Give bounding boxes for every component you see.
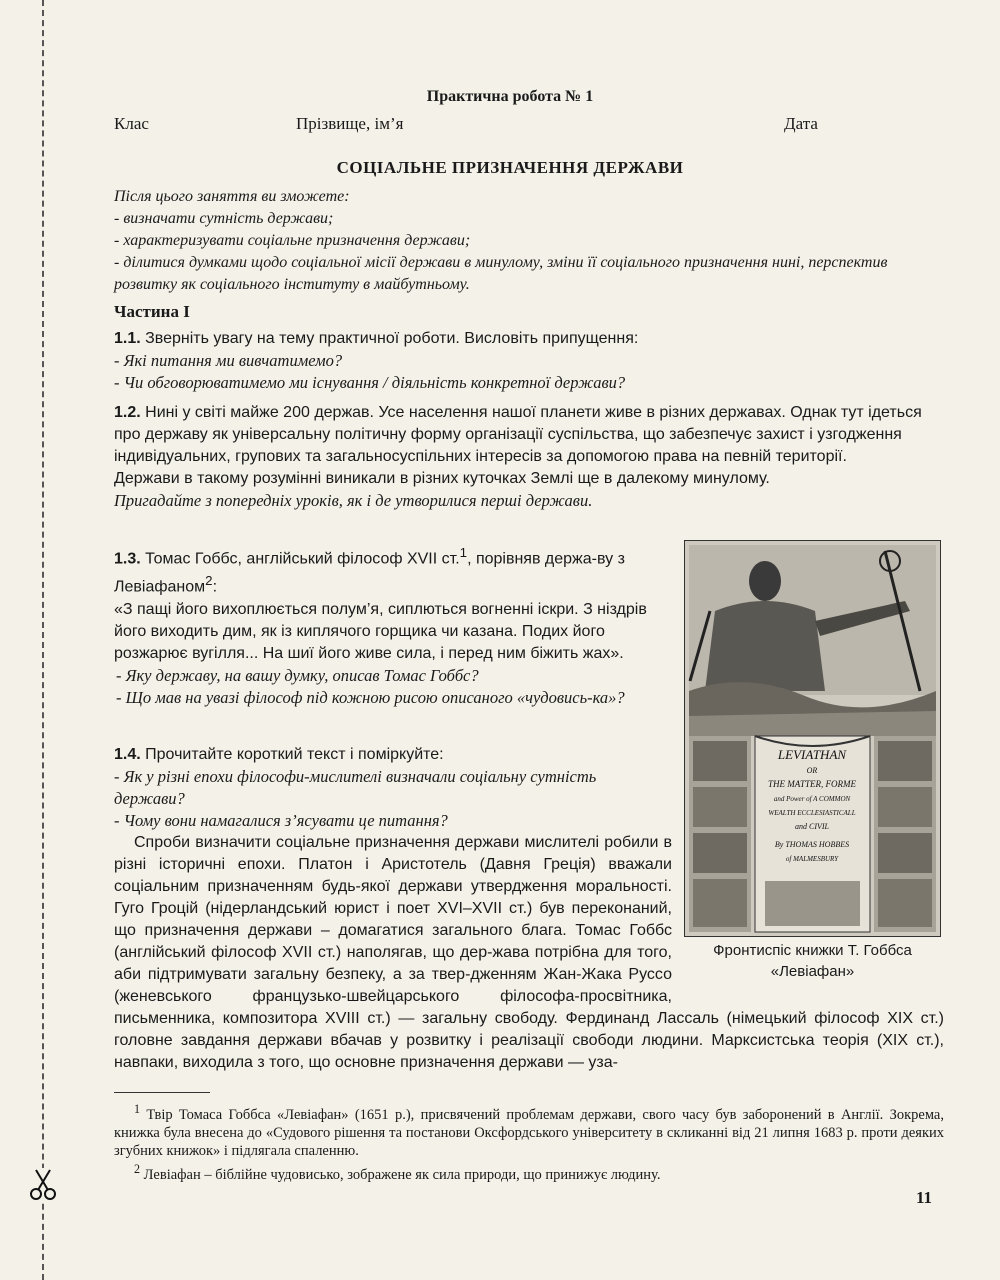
question: - Як у різні епохи філософи-мислителі визначали соціальну сутність держави? [114, 767, 597, 808]
section-text: Томас Гоббс, англійський філософ XVII ст. [140, 550, 460, 568]
section-text: , порівняв держа-ву з Левіафаном [114, 550, 625, 596]
question: - Що мав на увазі філософ під кожною рисою описаного «чудовись-ка»? [116, 687, 625, 707]
question: - Чому вони намагалися з’ясувати це питання? [114, 811, 448, 830]
objectives-list [114, 186, 944, 296]
section-1-3 [114, 542, 669, 709]
cut-line [42, 0, 44, 1280]
date-label: Дата [784, 114, 818, 133]
section-text: Держави в такому розумінні виникали в різних куточках Землі ще в далекому минулому. [114, 470, 770, 487]
section-1-2 [114, 402, 944, 512]
section-number: 1.2. [114, 404, 141, 421]
book-text: WEALTH ECCLESIASTICALL [768, 809, 856, 817]
footnote-number: 2 [134, 1161, 141, 1176]
book-text: and CIVIL [795, 822, 829, 831]
task-prompt: Пригадайте з попередніх уроків, як і де утворилися перші держави. [114, 491, 593, 510]
page-title: СОЦІАЛЬНЕ ПРИЗНАЧЕННЯ ДЕРЖАВИ [336, 158, 684, 177]
figure-caption [670, 940, 955, 982]
book-text: and Power of A COMMON [773, 795, 851, 803]
footnote-number: 1 [134, 1102, 141, 1116]
section-number: 1.4. [114, 746, 141, 763]
section-1-4 [114, 744, 669, 832]
objective-item: - характеризувати соціальне призначення держави; [114, 232, 471, 249]
caption-line: «Левіафан» [770, 963, 855, 980]
objectives-intro: Після цього заняття ви зможете: [114, 188, 350, 205]
book-text: OR [806, 766, 818, 775]
name-label: Прізвище, ім’я [296, 114, 404, 133]
question: - Чи обговорюватимемо ми існування / діяльність конкретної держави? [114, 373, 626, 392]
doc-title: Практична робота № 1 [426, 88, 594, 105]
section-text: Нині у світі майже 200 держав. Усе населення нашої планети живе в різних державах. Однак тут ідеться про державу як універсальну політичну форму організації суспільства, що забезпечує захист і узгодження індивідуальних, групових та загальносуспільних інтересів за допомогою права на певній території. [114, 404, 922, 465]
footnote-text: Твір Томаса Гоббса «Левіафан» (1651 р.), присвячений проблемам держави, свого часу був заборонений в Англії. Зокрема, книжка була внесена до «Судового рішення та постанови Оксфордського університету в скликанні від 21 липня 1683 р. проти деяких згубних книжок» і підлягала спаленню. [114, 1106, 944, 1159]
page-number: 11 [916, 1188, 933, 1207]
book-text: THE MATTER, FORME [768, 779, 856, 789]
footnotes [114, 1100, 944, 1184]
section-text: : [212, 578, 218, 596]
book-title-text: LEVIATHAN [777, 747, 847, 762]
footnote-text: Левіафан – біблійне чудовисько, зображене як сила природи, що принижує людину. [140, 1166, 661, 1183]
worksheet-page [80, 0, 960, 1280]
quote: «З пащі його вихоплюється полум’я, сиплються вогненні іскри. З ніздрів його виходить дим, як із киплячого горщика чи казана. Подих його розжарює вугілля... На шиї його живе сила, і перед ним біжить жах». [114, 600, 647, 662]
section-number: 1.3. [114, 550, 141, 568]
footnote-ref: 1 [459, 545, 468, 560]
objective-item: - визначати сутність держави; [114, 210, 334, 227]
section-number: 1.1. [114, 330, 141, 347]
section-1-1 [114, 328, 944, 394]
book-text: By THOMAS HOBBES [774, 840, 850, 849]
objective-item: - ділитися думками щодо соціальної місії держави в минулому, зміни її соціального призначення нині, перспектив розвитку як соціального інституту в майбутньому. [114, 254, 888, 293]
part-title: Частина І [114, 302, 190, 321]
footnote-divider [114, 1092, 210, 1093]
section-text: Зверніть увагу на тему практичної роботи. Висловіть припущення: [140, 330, 639, 347]
caption-line: Фронтиспіс книжки Т. Гоббса [713, 942, 912, 959]
question: - Які питання ми вивчатимемо? [114, 351, 343, 370]
question: - Яку державу, на вашу думку, описав Томас Гоббс? [116, 665, 479, 685]
class-label: Клас [114, 114, 149, 133]
scissors-icon [26, 1168, 60, 1202]
footnote-ref: 2 [205, 573, 213, 589]
book-text: of MALMESBURY [785, 855, 839, 863]
reading-paragraph: Спроби визначити соціальне призначення держави мислителі робили в різні історичні епохи. Платон і Аристотель (Давня Греція) вважали соціальним призначенням будь-якої держави утвердження моральності. Гуго Гроцій (нідерландський юрист і поет XVI–XVII ст.) був переконаний, що призначення держави – домагатися загального блага. Томас Гоббс (англійський філософ XVII ст.) наполягав, що дер-жава потрібна для того, аби підтримувати загальну безпеку, а за твер-дженням Жан-Жака Руссо (женевського французько-швейцарського філософа-просвітника, письменника, композитора XVIII ст.) — загальну свободу. Фердинанд Лассаль (німецький філософ XIX ст.) головне завдання держави вбачав у розвитку і реалізації свободи людини. Марксистська теорія (XIX ст.), навпаки, виходила з того, що основне призначення держави — уза- [114, 834, 944, 1071]
leviathan-frontispiece-image [684, 540, 941, 937]
section-text: Прочитайте короткий текст і поміркуйте: [140, 746, 444, 763]
